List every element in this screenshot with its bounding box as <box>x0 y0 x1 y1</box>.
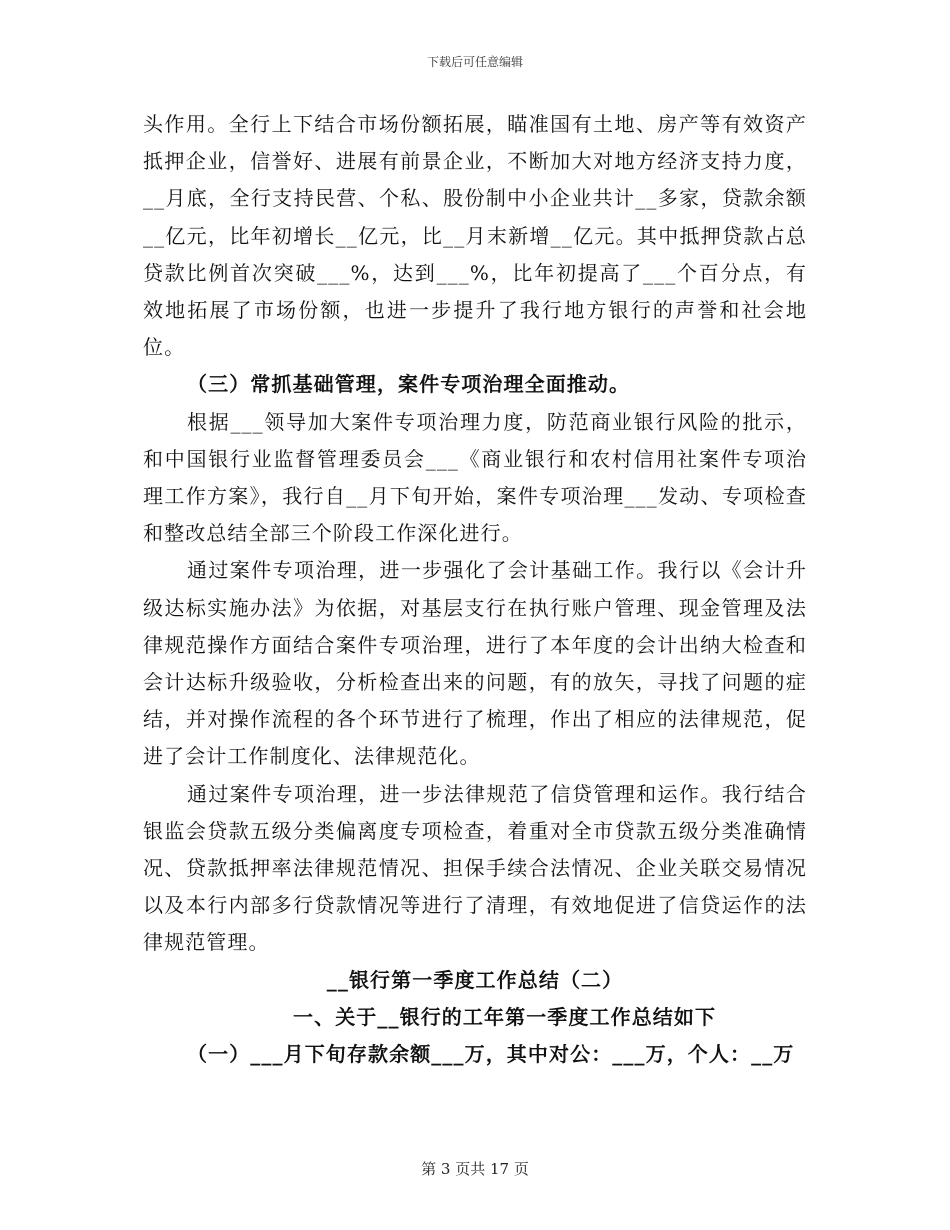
page-number: 第 3 页共 17 页 <box>421 1160 529 1178</box>
paragraph-market-expansion: 头作用。全行上下结合市场份额拓展，瞄准国有土地、房产等有效资产抵押企业，信誉好、进展有前景企业，不断加大对地方经济支持力度，__月底，全行支持民营、个私、股份制中小企业共计__多家，贷款余额__亿元，比年初增长__亿元，比__月末新增__亿元。其中抵押贷款占总贷款比例首次突破___%，达到___%，比年初提高了___个百分点，有效地拓展了市场份额，也进一步提升了我行地方银行的声誉和社会地位。 <box>143 112 807 360</box>
page-header-note: 下载后可任意编辑 <box>426 55 523 69</box>
item-deposit-balance: （一）___月下旬存款余额___万，其中对公：___万，个人：__万 <box>187 1042 795 1067</box>
document-body <box>143 106 807 1073</box>
document-title-part-two: __银行第一季度工作总结（二） <box>326 967 624 992</box>
subheading-q1-summary: 一、关于__银行的工年第一季度工作总结如下 <box>293 1004 717 1029</box>
paragraph-case-governance: 根据___领导加大案件专项治理力度，防范商业银行风险的批示，和中国银行业监督管理委员会___《商业银行和农村信用社案件专项治理工作方案》，我行自__月下旬开始，案件专项治理___发动、专项检查和整改总结全部三个阶段工作深化进行。 <box>143 409 807 546</box>
section-heading-basic-management: （三）常抓基础管理，案件专项治理全面推动。 <box>187 372 631 397</box>
paragraph-credit-management: 通过案件专项治理，进一步法律规范了信贷管理和运作。我行结合银监会贷款五级分类偏离度专项检查，着重对全市贷款五级分类准确情况、贷款抵押率法律规范情况、担保手续合法情况、企业关联交易情况以及本行内部多行贷款情况等进行了清理，有效地促进了信贷运作的法律规范管理。 <box>143 781 807 955</box>
paragraph-accounting-basics: 通过案件专项治理，进一步强化了会计基础工作。我行以《会计升级达标实施办法》为依据，对基层支行在执行账户管理、现金管理及法律规范操作方面结合案件专项治理，进行了本年度的会计出纳大检查和会计达标升级验收，分析检查出来的问题，有的放矢，寻找了问题的症结，并对操作流程的各个环节进行了梳理，作出了相应的法律规范，促进了会计工作制度化、法律规范化。 <box>143 558 807 769</box>
